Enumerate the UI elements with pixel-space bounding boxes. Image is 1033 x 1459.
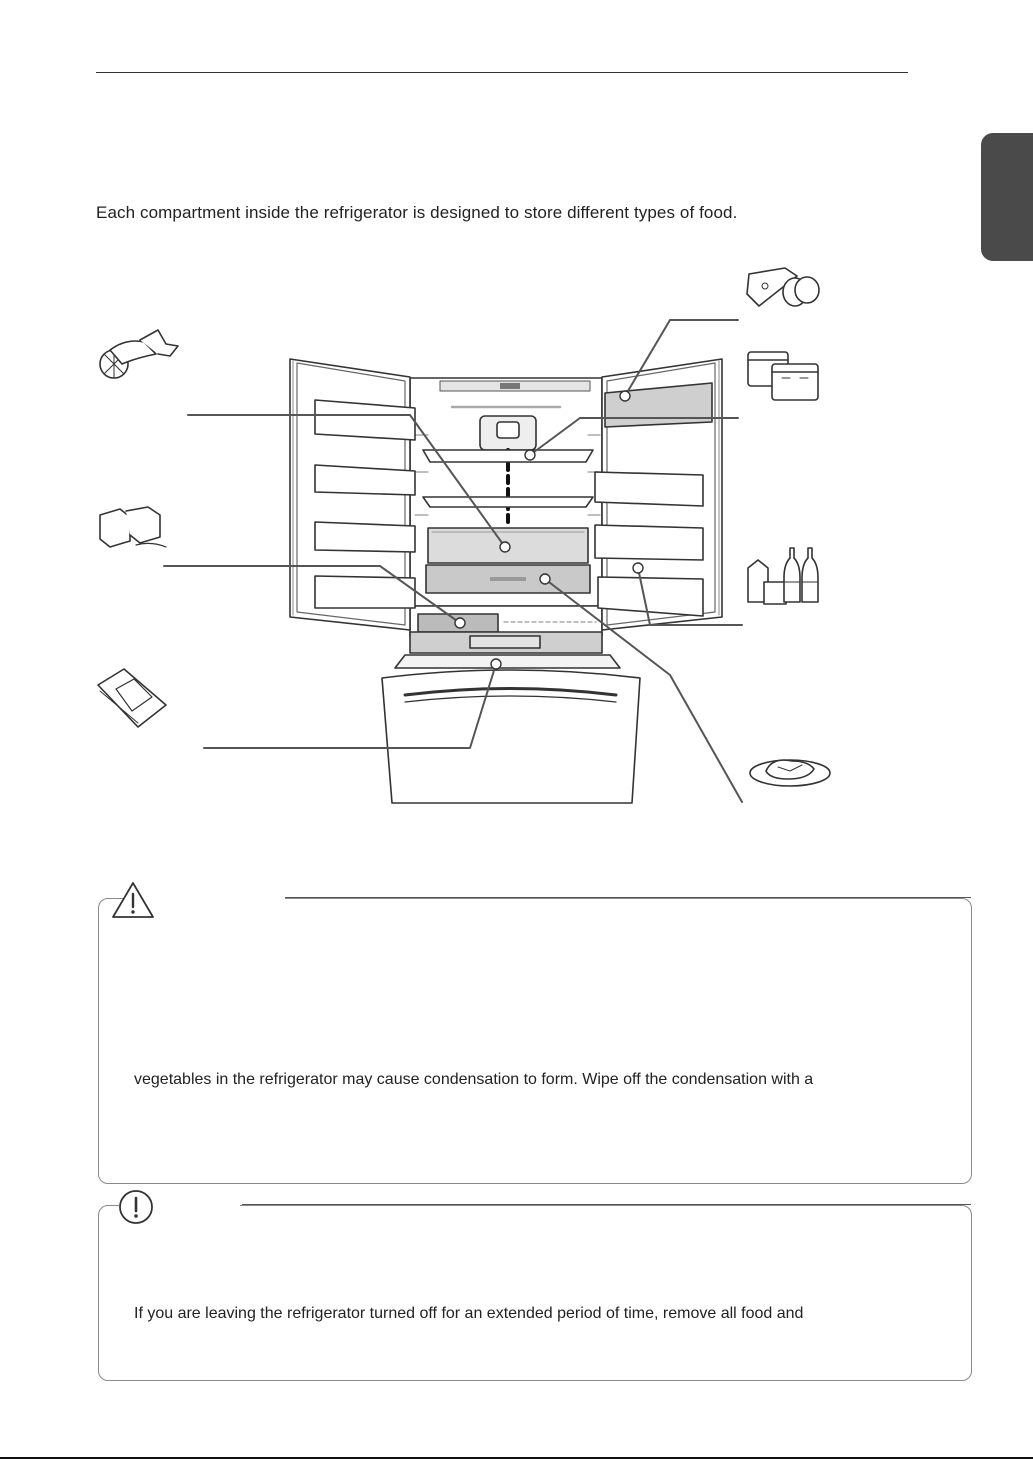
- frozen-food-bag-icon: [98, 669, 166, 727]
- refrigerator-diagram: [0, 250, 1033, 850]
- caution-text-line: vegetables in the refrigerator may cause condensation to form. Wipe off the condensation with a: [134, 1071, 814, 1088]
- cheese-eggs-icon: [747, 268, 819, 306]
- meat-plate-icon: [750, 760, 830, 786]
- left-door: [290, 359, 415, 630]
- right-door: [595, 359, 722, 630]
- header-rule: [96, 72, 908, 73]
- exclamation-circle-icon: [116, 1188, 156, 1231]
- caution-box: [98, 898, 972, 1184]
- fridge-cabinet: [410, 378, 602, 653]
- ice-cubes-icon: [100, 507, 166, 547]
- language-side-tab: [981, 133, 1033, 261]
- intro-text: Each compartment inside the refrigerator is designed to store different types of food.: [96, 203, 738, 222]
- note-header-rule: [242, 1204, 971, 1205]
- note-text-line: If you are leaving the refrigerator turned off for an extended period of time, remove all food and: [134, 1305, 804, 1322]
- warning-triangle-icon: [110, 880, 156, 925]
- beverage-bottles-icon: [748, 548, 818, 604]
- storage-containers-icon: [748, 352, 818, 400]
- citrus-vegetables-icon: [100, 330, 178, 378]
- note-box: [98, 1205, 972, 1381]
- caution-header-rule: [285, 897, 971, 898]
- freezer-drawer: [382, 655, 640, 803]
